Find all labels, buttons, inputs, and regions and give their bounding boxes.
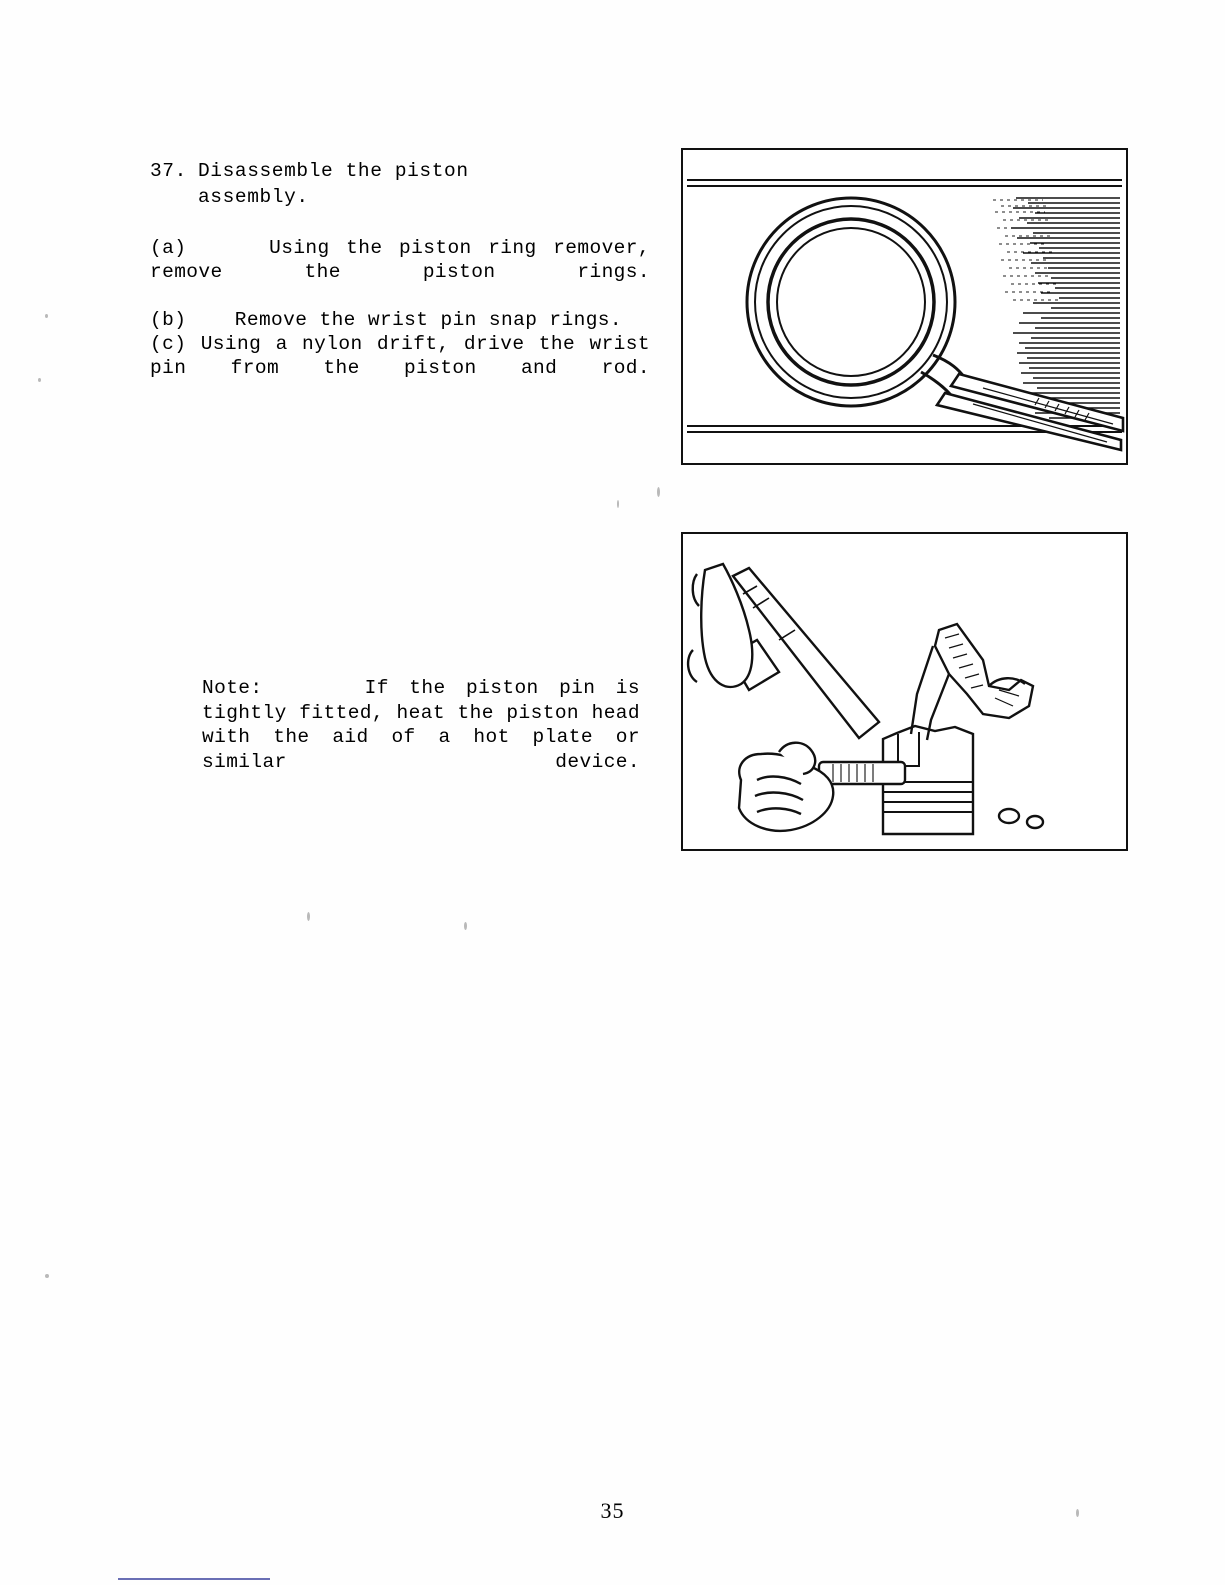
page-number: 35 [600, 1498, 625, 1523]
scan-speckle [657, 487, 660, 497]
substeps-list [150, 236, 650, 404]
nylon-drift-svg [683, 534, 1126, 849]
nylon-drift [819, 762, 905, 784]
substep-c [150, 332, 650, 404]
substep-b-text: Remove the wrist pin snap rings. [234, 309, 623, 331]
step-37 [150, 158, 650, 210]
step-title [198, 158, 650, 210]
scan-speckle [38, 378, 41, 382]
note-label: Note: [202, 677, 263, 699]
scan-speckle [464, 922, 467, 930]
note-block [202, 676, 640, 799]
step-title-line-1: Disassemble the piston [198, 160, 469, 182]
step-number: 37. [150, 160, 187, 182]
scan-speckle [617, 500, 619, 508]
scan-speckle [1076, 1509, 1079, 1517]
substep-a-text: Using the piston ring remover, remove the piston rings. [150, 237, 650, 283]
scan-speckle [45, 1274, 49, 1278]
note-text: If the piston pin is tightly fitted, heat the piston head with the aid of a hot plate or similar device. [202, 677, 641, 773]
substep-b [150, 308, 650, 332]
step-title-line-2: assembly. [198, 186, 309, 208]
substep-a [150, 236, 650, 308]
piston-ring-remover-svg [683, 150, 1126, 463]
substep-c-label: (c) [150, 333, 187, 355]
substep-c-text: Using a nylon drift, drive the wrist pin from the piston and rod. [150, 333, 650, 379]
instruction-text-column [150, 158, 650, 404]
substep-b-label: (b) [150, 309, 187, 331]
substep-a-label: (a) [150, 237, 187, 259]
figure-piston-ring-remover [681, 148, 1128, 465]
scan-speckle [307, 912, 310, 921]
figure-nylon-drift [681, 532, 1128, 851]
scan-speckle [45, 314, 48, 318]
scan-artifact-line [118, 1578, 270, 1580]
